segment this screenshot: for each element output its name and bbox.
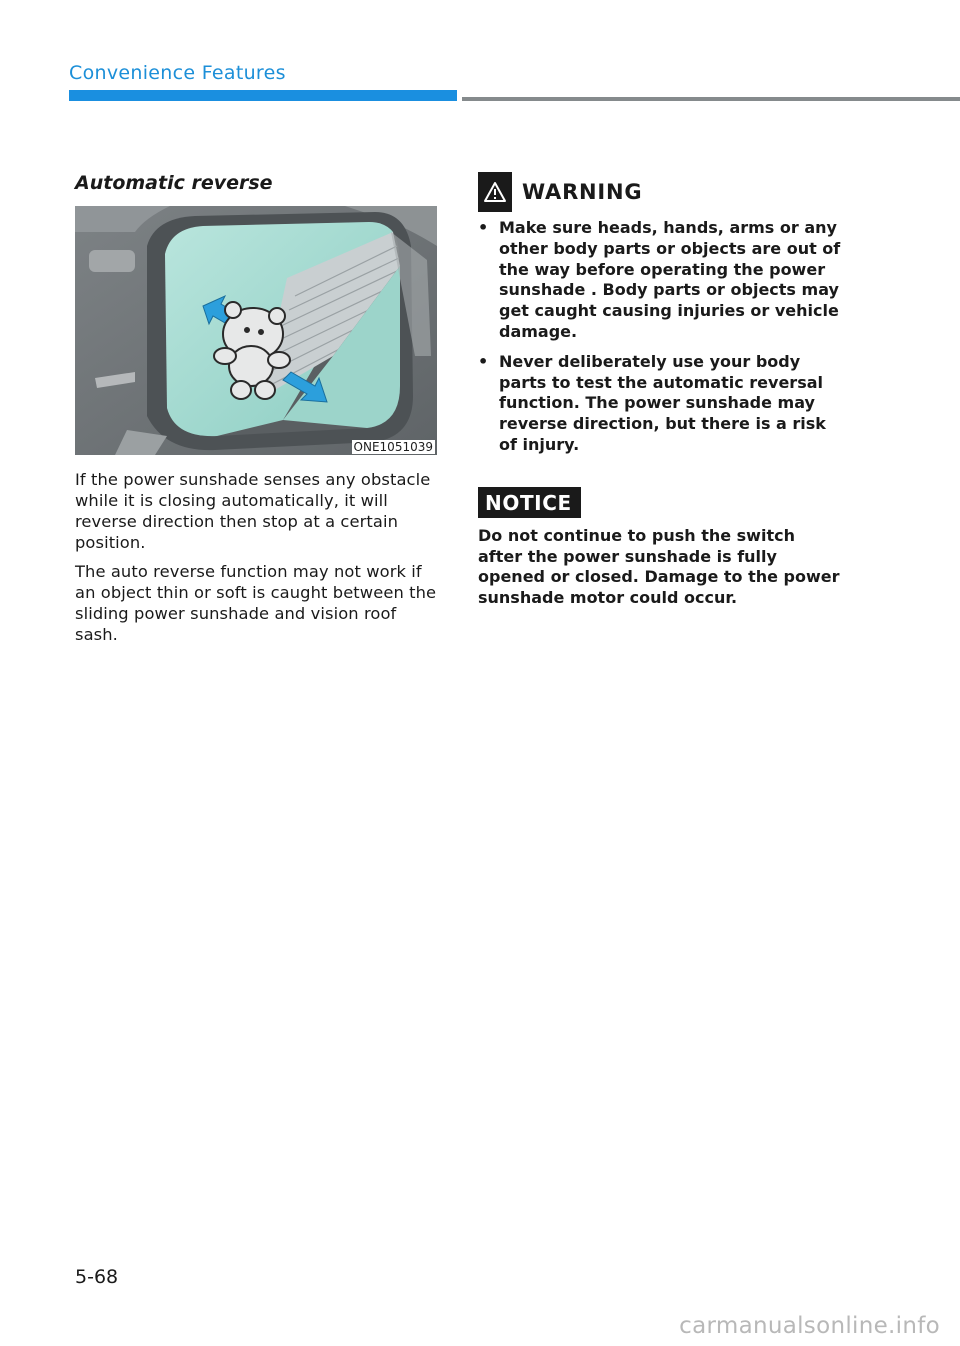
left-column xyxy=(75,172,440,645)
watermark: carmanualsonline.info xyxy=(679,1313,940,1339)
bullet-icon: • xyxy=(478,351,489,371)
warning-label: WARNING xyxy=(522,180,643,204)
sunshade-illustration xyxy=(75,206,437,455)
warning-item-text: Never deliberately use your body parts to test the automatic reversal function. The power sunshade may reverse direction, but there is a risk of injury. xyxy=(499,351,826,454)
warning-item xyxy=(478,352,842,456)
right-column xyxy=(478,172,842,609)
header-rule-gray xyxy=(462,97,960,101)
paragraph-1: If the power sunshade senses any obstacle while it is closing automatically, it will reverse direction then stop at a certain position. xyxy=(75,470,431,552)
warning-item xyxy=(478,218,842,343)
notice-text: Do not continue to push the switch after the power sunshade is fully opened or closed. Damage to the power sunshade motor could occur. xyxy=(478,525,840,608)
warning-header xyxy=(478,172,842,212)
warning-triangle-icon xyxy=(478,172,512,212)
warning-item-text: Make sure heads, hands, arms or any other body parts or objects are out of the way before operating the power sunshade . Body parts or objects may get caught causing injuries or vehicle damage. xyxy=(499,218,841,341)
figure-code: ONE1051039 xyxy=(353,440,433,454)
section-heading: Automatic reverse xyxy=(75,172,273,194)
sunshade-illustration-svg xyxy=(75,206,437,455)
notice-label: NOTICE xyxy=(478,487,581,518)
map-lamp xyxy=(89,250,135,272)
page-number: 5-68 xyxy=(75,1266,119,1288)
section-title: Convenience Features xyxy=(69,62,286,84)
paragraph-2: The auto reverse function may not work if an object thin or soft is caught between the sliding power sunshade and vision roof sash. xyxy=(75,562,437,644)
header-rule-blue xyxy=(69,90,457,101)
warning-list xyxy=(478,218,842,456)
bullet-icon: • xyxy=(478,218,489,237)
